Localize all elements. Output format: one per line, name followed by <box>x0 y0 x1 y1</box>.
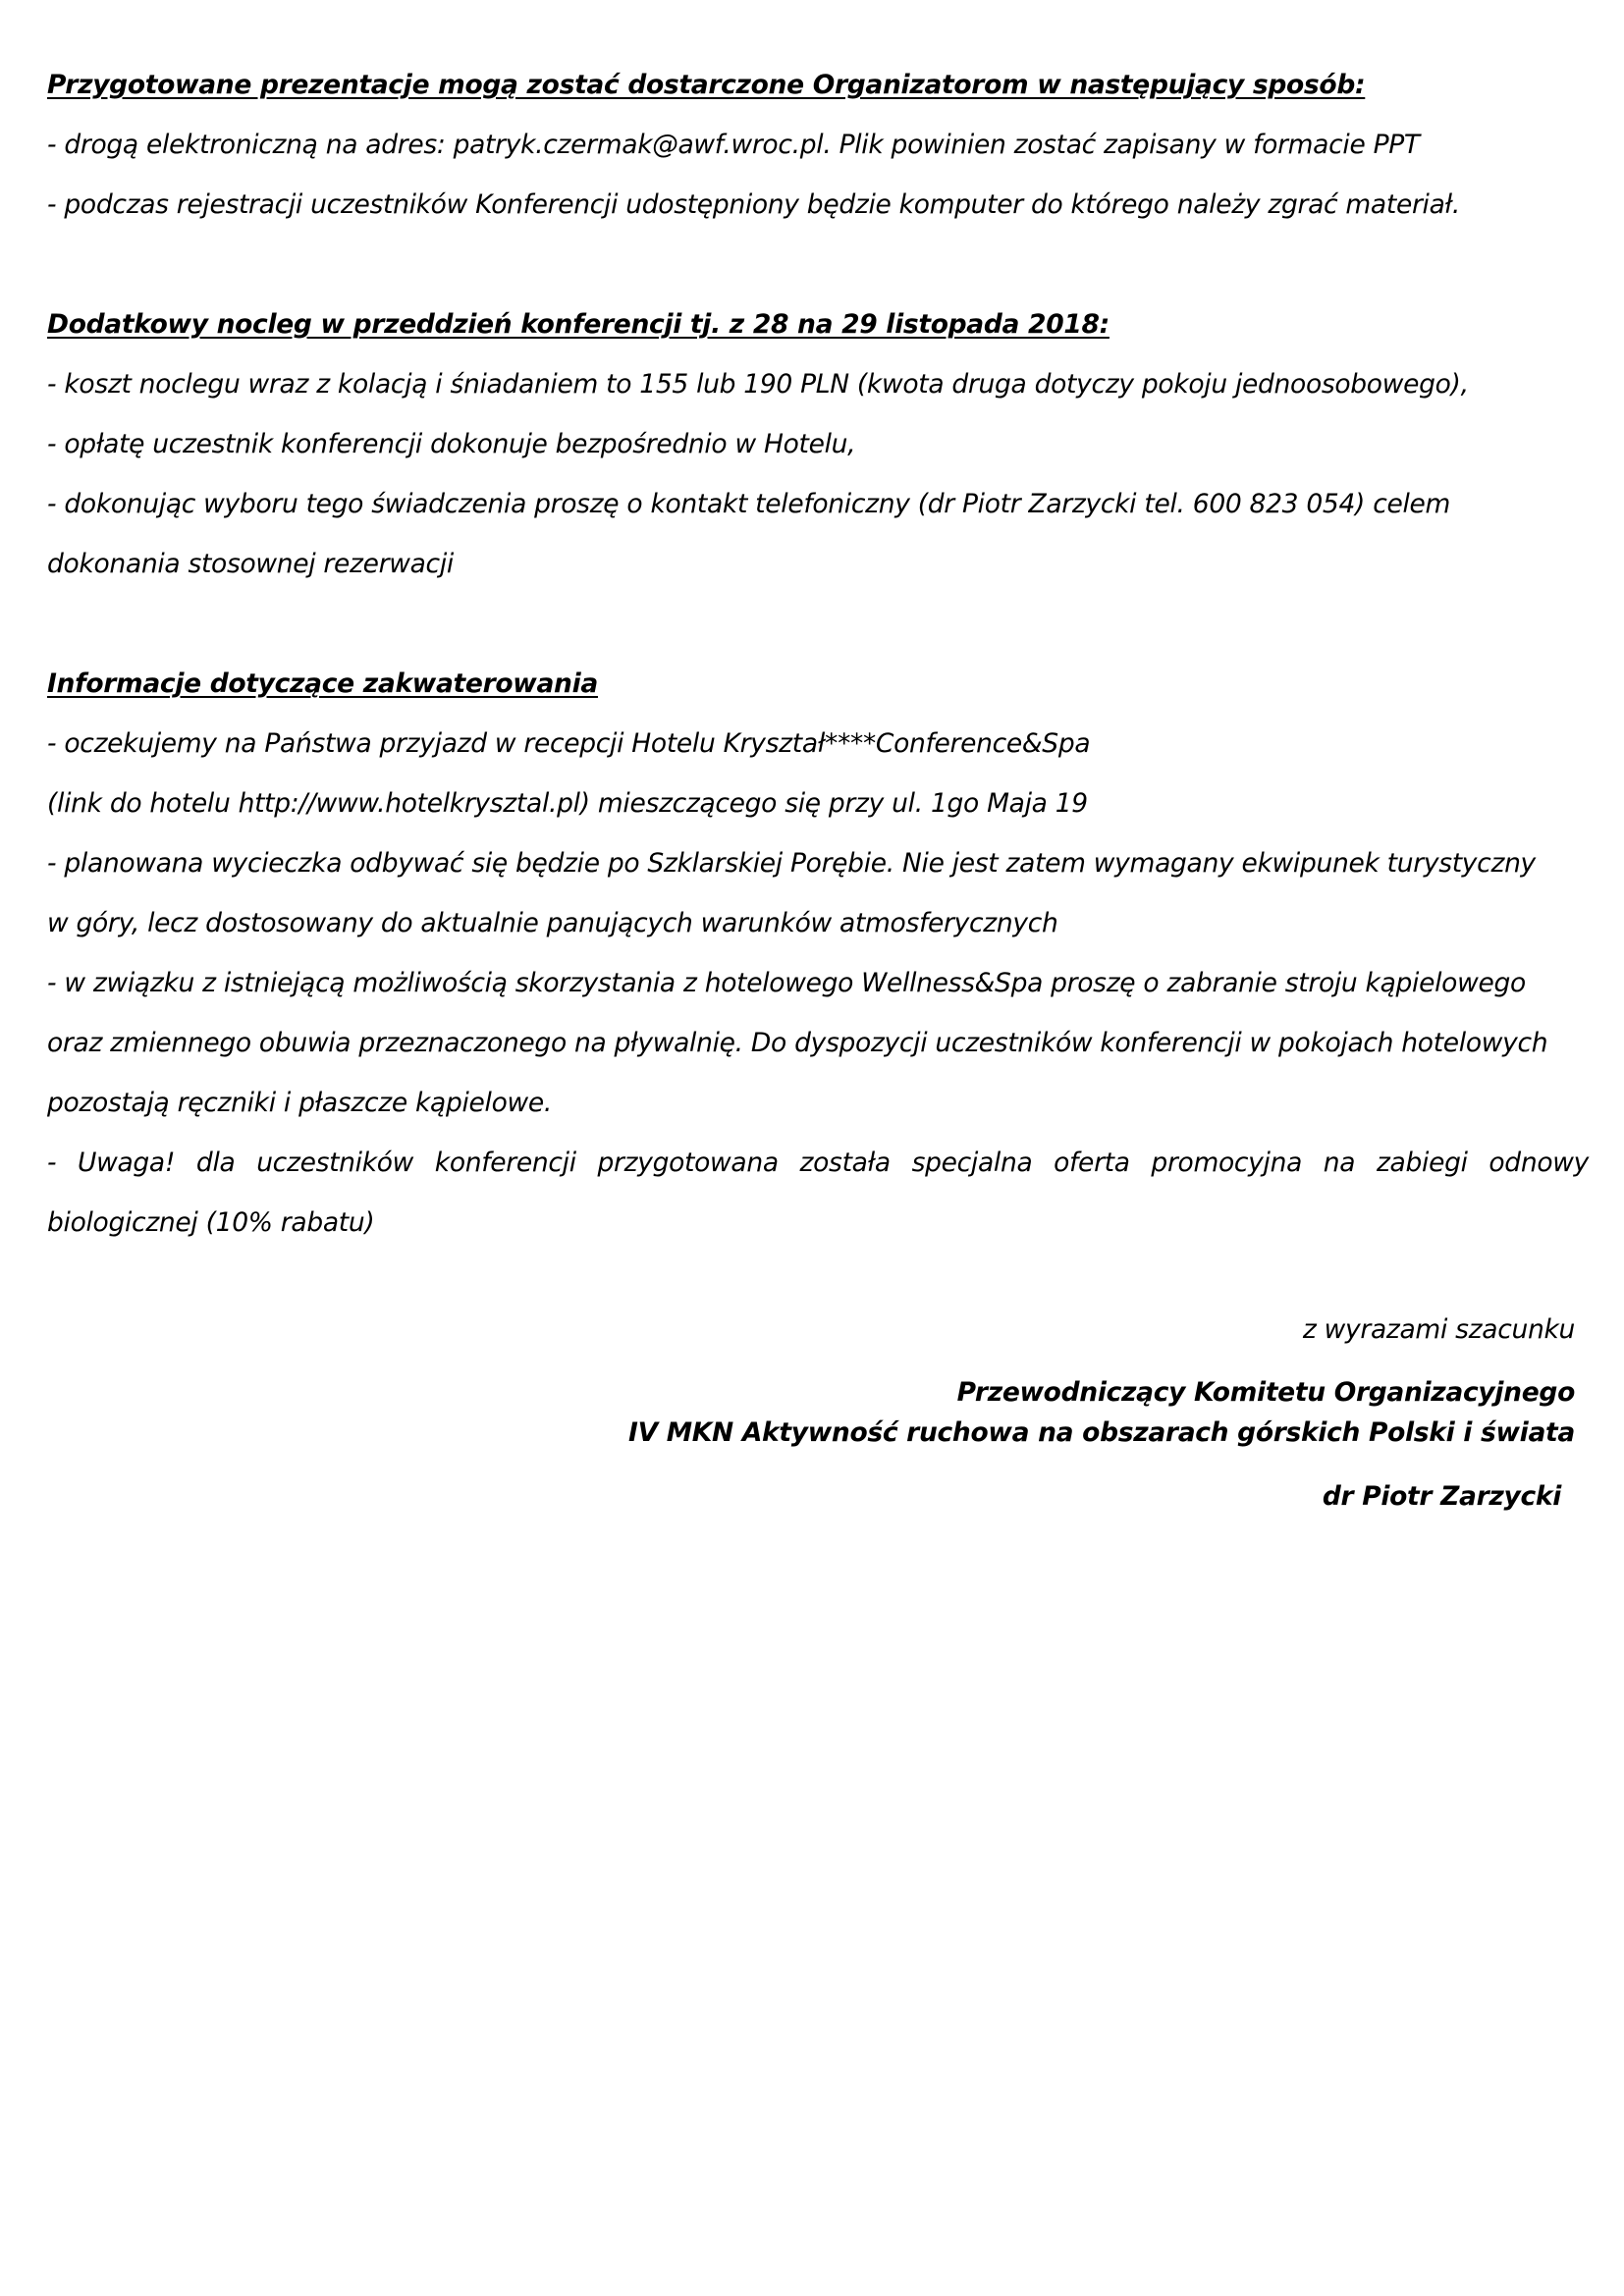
section-heading: Przygotowane prezentacje mogą zostać dostarczone Organizatorom w następujący sposób: <box>47 70 1366 100</box>
body-line: - podczas rejestracji uczestników Konferencji udostępniony będzie komputer do którego należy zgrać materiał. <box>47 189 1460 220</box>
body-line: dokonania stosownej rezerwacji <box>47 549 454 579</box>
section-heading: Dodatkowy nocleg w przeddzień konferencji tj. z 28 na 29 listopada 2018: <box>47 309 1110 340</box>
signatory-title-line: IV MKN Aktywność ruchowa na obszarach górskich Polski i świata <box>628 1417 1575 1448</box>
body-line: - w związku z istniejącą możliwością skorzystania z hotelowego Wellness&Spa proszę o zabranie stroju kąpielowego <box>47 968 1526 998</box>
signatory-title-line: Przewodniczący Komitetu Organizacyjnego <box>956 1377 1575 1408</box>
body-line: - dokonując wyboru tego świadczenia proszę o kontakt telefoniczny (dr Piotr Zarzycki tel. 600 823 054) celem <box>47 489 1451 519</box>
body-line: - drogą elektroniczną na adres: patryk.czermak@awf.wroc.pl. Plik powinien zostać zapisany w formacie PPT <box>47 130 1420 160</box>
closing-greeting: z wyrazami szacunku <box>1302 1314 1575 1345</box>
signatory-title <box>47 1372 1575 1453</box>
body-line: - opłatę uczestnik konferencji dokonuje bezpośrednio w Hotelu, <box>47 429 856 459</box>
section-presentations <box>47 55 1589 235</box>
body-line: biologicznej (10% rabatu) <box>47 1207 375 1238</box>
section-accommodation <box>47 654 1589 1253</box>
document-page <box>47 55 1589 1517</box>
body-line: (link do hotelu http://www.hotelkrysztal.pl) mieszczącego się przy ul. 1go Maja 19 <box>47 788 1088 819</box>
section-spacer <box>47 235 1589 294</box>
section-spacer <box>47 594 1589 654</box>
section-extra-night <box>47 294 1589 594</box>
body-line: pozostają ręczniki i płaszcze kąpielowe. <box>47 1088 553 1118</box>
section-heading: Informacje dotyczące zakwaterowania <box>47 668 598 699</box>
body-line: - planowana wycieczka odbywać się będzie po Szklarskiej Porębie. Nie jest zatem wymagany ekwipunek turystyczny <box>47 848 1536 879</box>
signatory-name: dr Piotr Zarzycki <box>1322 1481 1561 1512</box>
body-line: w góry, lecz dostosowany do aktualnie panujących warunków atmosferycznych <box>47 908 1058 938</box>
body-line: oraz zmiennego obuwia przeznaczonego na pływalnię. Do dyspozycji uczestników konferencji w pokojach hotelowych <box>47 1028 1548 1058</box>
body-line: - oczekujemy na Państwa przyjazd w recepcji Hotelu Kryształ****Conference&Spa <box>47 728 1091 759</box>
closing-block <box>47 1300 1589 1517</box>
body-line: - koszt noclegu wraz z kolacją i śniadaniem to 155 lub 190 PLN (kwota druga dotyczy pokoju jednoosobowego), <box>47 369 1469 400</box>
body-line: - Uwaga! dla uczestników konferencji przygotowana została specjalna oferta promocyjna na zabiegi odnowy <box>47 1148 1589 1178</box>
